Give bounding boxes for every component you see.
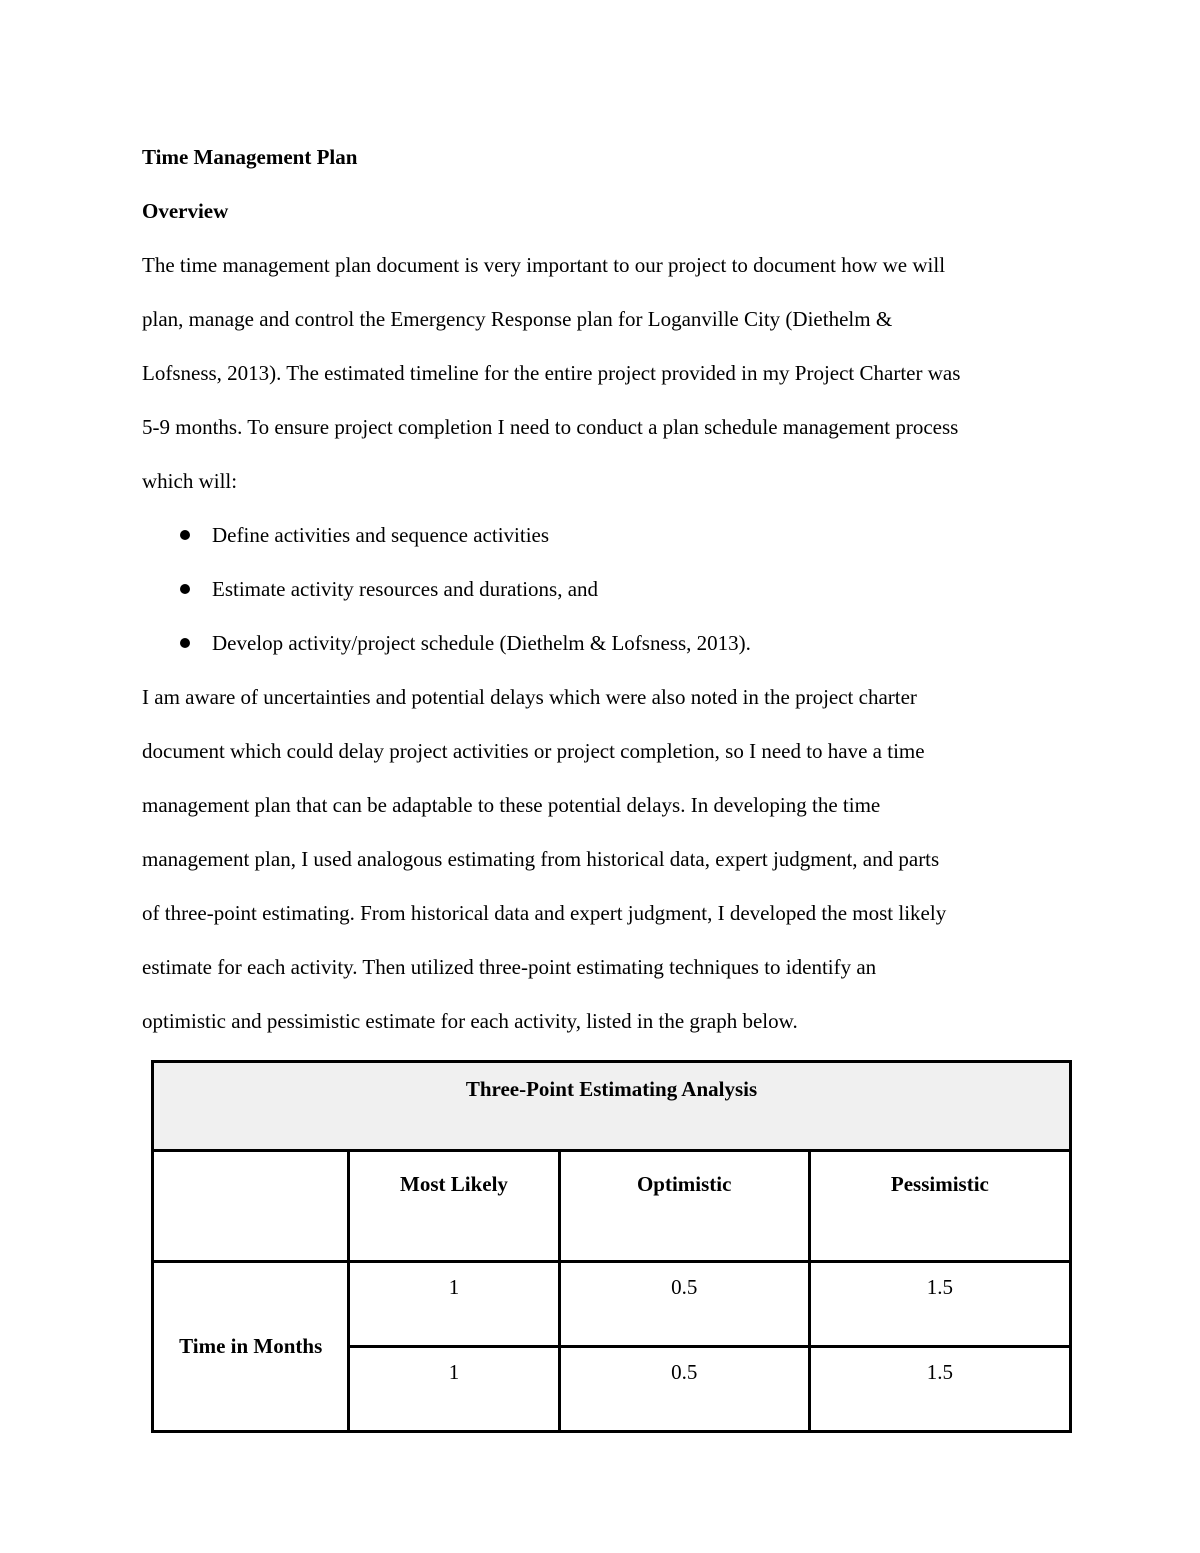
table-cell-pessimistic: 1.5 [809,1262,1070,1347]
table-header-empty [153,1151,349,1262]
table-header-pessimistic: Pessimistic [809,1151,1070,1262]
table-title: Three-Point Estimating Analysis [153,1062,1071,1151]
paragraph-line: management plan, I used analogous estimating from historical data, expert judgment, and parts [142,847,940,871]
document-body [142,137,1072,1055]
table-cell-optimistic: 0.5 [559,1347,809,1432]
section-heading-overview: Overview [142,199,229,223]
table-header-row [153,1151,1071,1262]
paragraph-line: 5-9 months. To ensure project completion I need to conduct a plan schedule management process [142,415,959,439]
bullet-icon [180,584,190,594]
table-cell-most-likely: 1 [349,1347,559,1432]
bullet-item [142,515,1072,569]
paragraph-line: document which could delay project activities or project completion, so I need to have a time [142,739,925,763]
paragraph-line: which will: [142,469,238,493]
table-cell-most-likely: 1 [349,1262,559,1347]
paragraph-methods [142,677,1072,1055]
paragraph-line: plan, manage and control the Emergency Response plan for Loganville City (Diethelm & [142,307,893,331]
paragraph-intro [142,245,1072,515]
paragraph-line: I am aware of uncertainties and potential delays which were also noted in the project charter [142,685,917,709]
bullet-text: Develop activity/project schedule (Diethelm & Lofsness, 2013). [212,631,751,655]
paragraph-line: management plan that can be adaptable to these potential delays. In developing the time [142,793,881,817]
bullet-text: Estimate activity resources and durations, and [212,577,599,601]
document-heading: Time Management Plan [142,145,358,169]
paragraph-line: of three-point estimating. From historical data and expert judgment, I developed the most likely [142,901,947,925]
bullet-icon [180,530,190,540]
three-point-estimating-table [151,1060,1072,1433]
table-header-most-likely: Most Likely [349,1151,559,1262]
table-title-row [153,1062,1071,1151]
bullet-item [142,569,1072,623]
bullet-list [142,515,1072,677]
paragraph-line: Lofsness, 2013). The estimated timeline for the entire project provided in my Project Charter was [142,361,961,385]
bullet-icon [180,638,190,648]
bullet-text: Define activities and sequence activities [212,523,550,547]
paragraph-line: The time management plan document is very important to our project to document how we will [142,253,946,277]
table-header-optimistic: Optimistic [559,1151,809,1262]
paragraph-line: estimate for each activity. Then utilized three-point estimating techniques to identify an [142,955,877,979]
table-cell-pessimistic: 1.5 [809,1347,1070,1432]
paragraph-line: optimistic and pessimistic estimate for each activity, listed in the graph below. [142,1009,798,1033]
table-row-label: Time in Months [153,1262,349,1432]
bullet-item [142,623,1072,677]
table-cell-optimistic: 0.5 [559,1262,809,1347]
table-row [153,1262,1071,1347]
